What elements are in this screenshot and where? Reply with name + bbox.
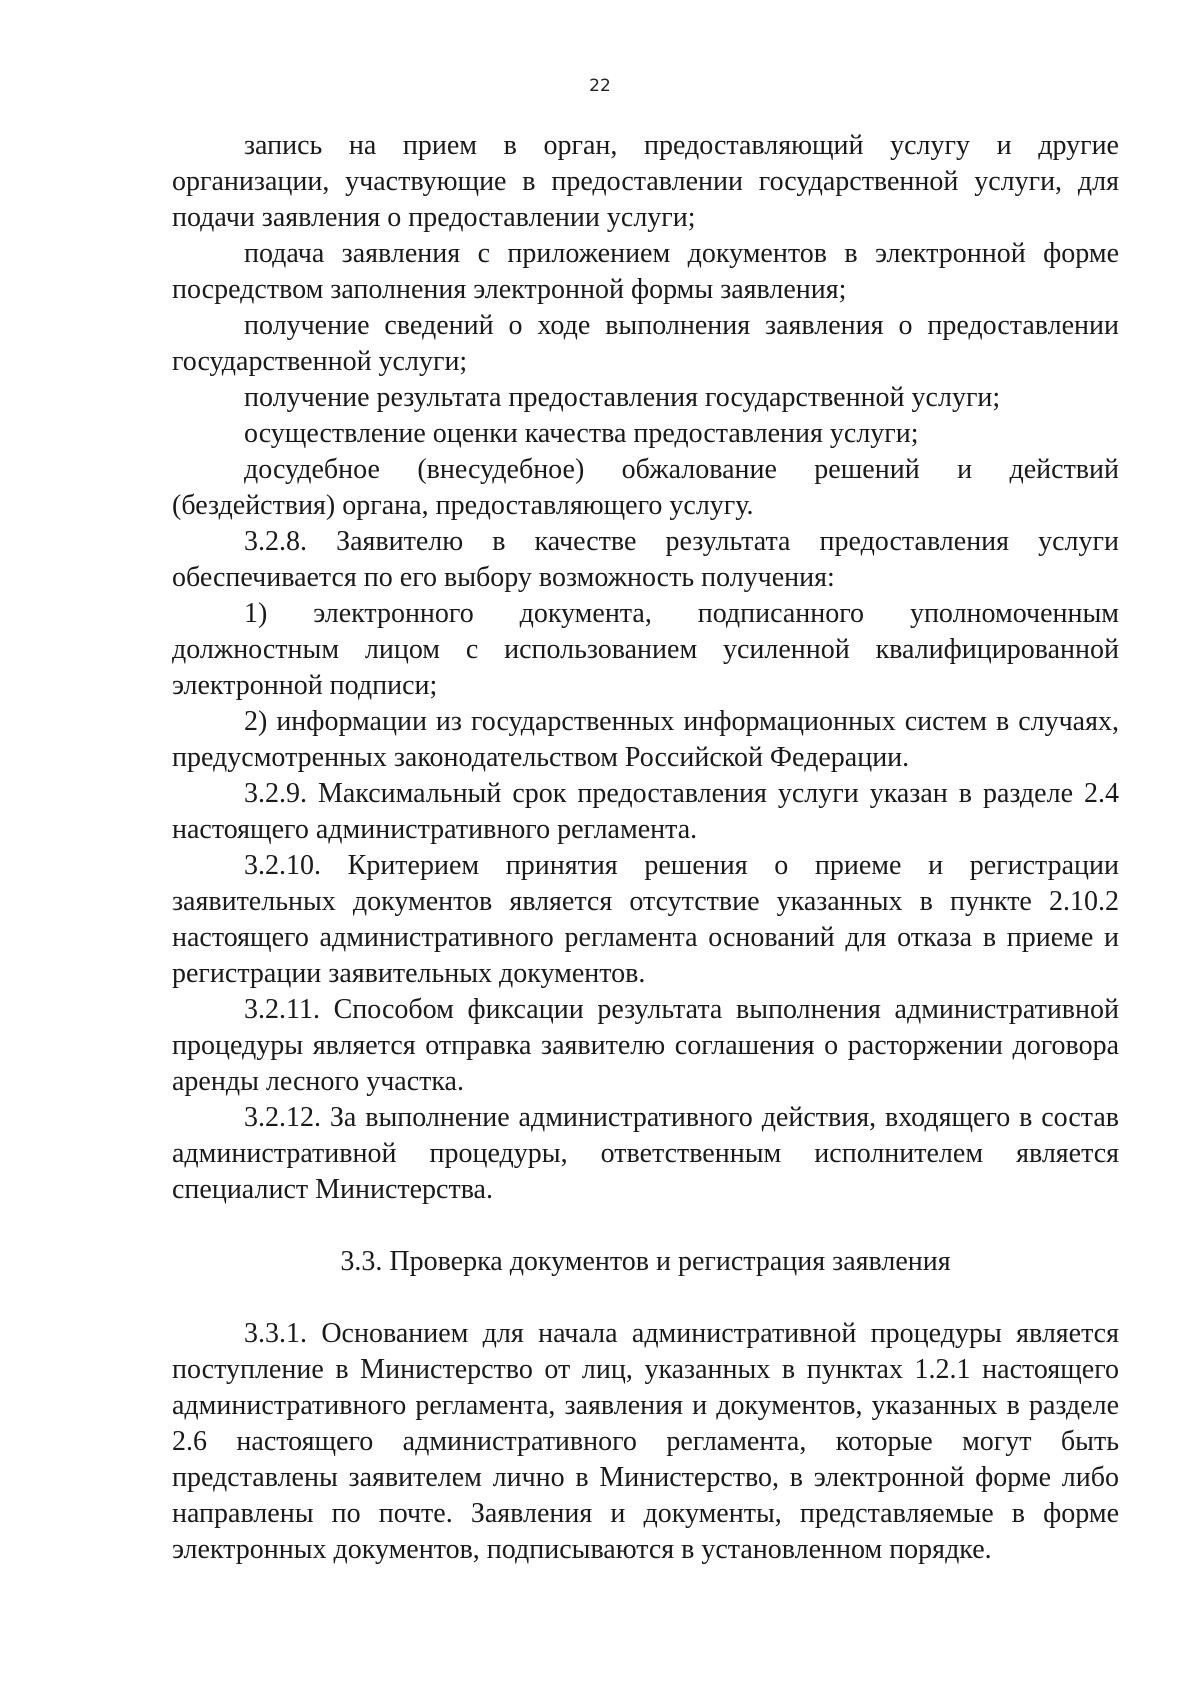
paragraph: 3.3.1. Основанием для начала административной процедуры является поступление в Министерство от лиц, указанных в пунктах 1.2.1 настоящего административного регламента, заявления и документов, указанных в разделе 2.6 настоящего административного регламента, которые могут быть представлены заявителем лично в Министерство, в электронной форме либо направлены по почте. Заявления и документы, представляемые в форме электронных документов, подписываются в установленном порядке. xyxy=(172,1318,1119,1565)
paragraph: 3.2.9. Максимальный срок предоставления услуги указан в разделе 2.4 настоящего административного регламента. xyxy=(172,778,1119,845)
paragraph: подача заявления с приложением документов в электронной форме посредством заполнения электронной формы заявления; xyxy=(172,238,1119,305)
paragraph: получение результата предоставления государственной услуги; xyxy=(244,382,1001,413)
page-number: 22 xyxy=(589,76,611,96)
paragraph: 3.2.11. Способом фиксации результата выполнения административной процедуры является отправка заявителю соглашения о расторжении договора аренды лесного участка. xyxy=(172,994,1119,1097)
paragraph: осуществление оценки качества предоставления услуги; xyxy=(244,418,919,449)
paragraph: досудебное (внесудебное) обжалование решений и действий (бездействия) органа, предоставляющего услугу. xyxy=(172,454,1119,521)
paragraph: запись на прием в орган, предоставляющий услугу и другие организации, участвующие в предоставлении государственной услуги, для подачи заявления о предоставлении услуги; xyxy=(172,130,1119,233)
paragraph: 1) электронного документа, подписанного уполномоченным должностным лицом с использованием усиленной квалифицированной электронной подписи; xyxy=(172,598,1119,701)
paragraph: 3.2.12. За выполнение административного действия, входящего в состав административной процедуры, ответственным исполнителем является специалист Министерства. xyxy=(172,1102,1119,1205)
paragraph: 3.2.10. Критерием принятия решения о приеме и регистрации заявительных документов является отсутствие указанных в пункте 2.10.2 настоящего административного регламента оснований для отказа в приеме и регистрации заявительных документов. xyxy=(172,850,1119,989)
paragraph: 3.2.8. Заявителю в качестве результата предоставления услуги обеспечивается по его выбору возможность получения: xyxy=(172,526,1119,593)
document-body xyxy=(172,128,1119,1568)
section-heading: 3.3. Проверка документов и регистрация заявления xyxy=(340,1246,951,1277)
paragraph: получение сведений о ходе выполнения заявления о предоставлении государственной услуги; xyxy=(172,310,1119,377)
paragraph: 2) информации из государственных информационных систем в случаях, предусмотренных законодательством Российской Федерации. xyxy=(172,706,1119,773)
